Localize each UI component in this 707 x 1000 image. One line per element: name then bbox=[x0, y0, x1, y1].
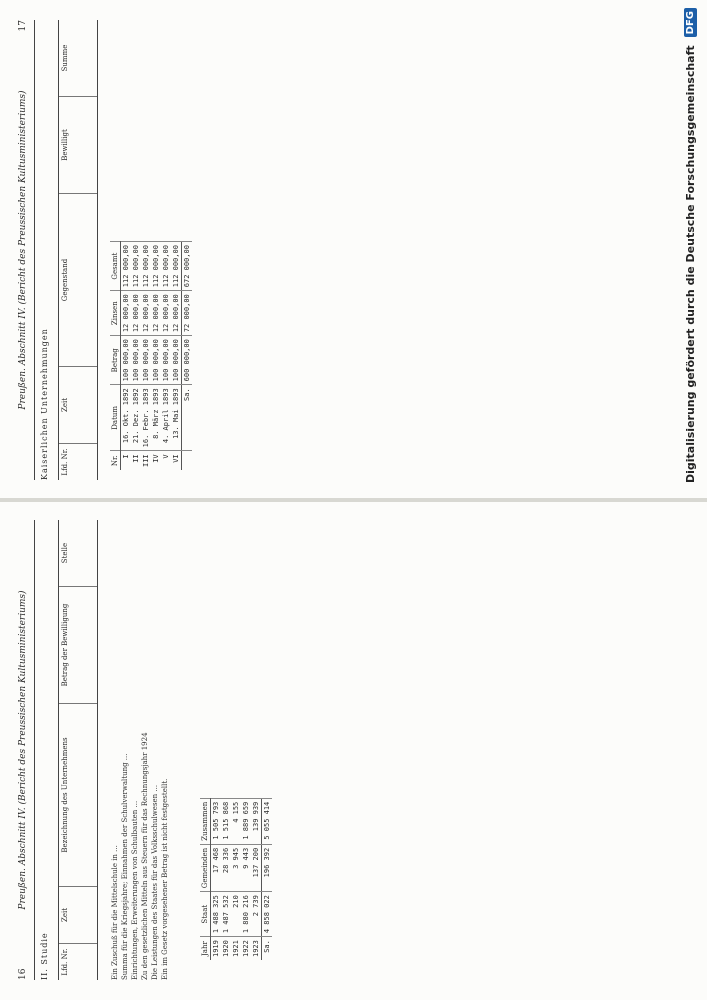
table-cell: 100 000,00 bbox=[151, 336, 161, 385]
left-data-table bbox=[200, 798, 272, 960]
text-line: Zu den gesetzlichen Mitteln aus Steuern für das Rechnungsjahr 1924 bbox=[141, 732, 149, 980]
table-cell: 112 000,00 bbox=[141, 242, 151, 291]
left-page-header bbox=[18, 520, 35, 980]
table-cell: 1923 bbox=[251, 937, 262, 960]
table-cell: 12 000,00 bbox=[121, 291, 132, 336]
right-section-strip: Kaiserlichen Unternehmungen bbox=[40, 328, 49, 480]
right-data-table bbox=[110, 241, 192, 470]
table-cell: 4. April 1893 bbox=[161, 385, 171, 451]
table-cell: 9 443 bbox=[241, 844, 251, 891]
table-row bbox=[171, 242, 182, 470]
table-cell: 1 880 216 bbox=[241, 892, 251, 937]
table-cell: IV bbox=[151, 451, 161, 470]
table-cell: 21. Dez. 1892 bbox=[131, 385, 141, 451]
left-page bbox=[0, 500, 707, 1000]
table-cell: 28 336 bbox=[221, 844, 231, 891]
table-cell: 137 200 bbox=[251, 844, 262, 891]
table-cell: III bbox=[141, 451, 151, 470]
table-cell: 1 487 532 bbox=[221, 892, 231, 937]
table-cell: 210 bbox=[231, 892, 241, 937]
text-line: Die Leistungen des Staates für das Volksschulwesen ... bbox=[151, 784, 159, 980]
table-cell: 100 000,00 bbox=[121, 336, 132, 385]
table-cell: 112 000,00 bbox=[131, 242, 141, 291]
table-cell: 100 000,00 bbox=[171, 336, 182, 385]
text-line: Summa für die Kriegsjahre; Einnahmen der Schulverwaltung ... bbox=[121, 753, 129, 980]
table-row bbox=[231, 798, 241, 960]
column-header: Bezeichnung des Unternehmens bbox=[59, 703, 97, 886]
table-cell: 112 000,00 bbox=[121, 242, 132, 291]
table-total-row bbox=[262, 798, 273, 960]
column-header: Zeit bbox=[59, 366, 97, 443]
table-cell: 4 858 022 bbox=[262, 892, 273, 937]
table-header: Zusammen bbox=[200, 798, 211, 844]
right-page-header bbox=[18, 20, 35, 480]
table-cell: 196 392 bbox=[262, 844, 273, 891]
table-cell: VI bbox=[171, 451, 182, 470]
table-cell: 12 000,00 bbox=[131, 291, 141, 336]
table-header: Betrag bbox=[110, 336, 121, 385]
table-cell: Sa. bbox=[262, 937, 273, 960]
table-cell: 1 505 793 bbox=[211, 798, 222, 844]
table-cell: 112 000,00 bbox=[161, 242, 171, 291]
table-cell: 72 000,00 bbox=[182, 291, 193, 336]
table-header: Nr. bbox=[110, 451, 121, 470]
table-cell: I bbox=[121, 451, 132, 470]
table-header: Gemeinden bbox=[200, 844, 211, 891]
column-header: Bewilligt bbox=[59, 96, 97, 193]
left-column-headers bbox=[58, 520, 98, 980]
table-cell: 100 000,00 bbox=[131, 336, 141, 385]
column-header: Summe bbox=[61, 44, 69, 72]
table-cell: Sa. bbox=[182, 385, 193, 451]
table-cell: 600 000,00 bbox=[182, 336, 193, 385]
table-row bbox=[161, 242, 171, 470]
table-cell: 16. Okt. 1892 bbox=[121, 385, 132, 451]
table-total-row bbox=[182, 242, 193, 470]
table-cell: 12 000,00 bbox=[151, 291, 161, 336]
table-cell: 2 739 bbox=[251, 892, 262, 937]
table-cell: V bbox=[161, 451, 171, 470]
table-cell: 1 488 325 bbox=[211, 892, 222, 937]
table-header: Zinsen bbox=[110, 291, 121, 336]
table-header: Datum bbox=[110, 385, 121, 451]
digitization-footer bbox=[678, 0, 702, 1000]
text-line: Einrichtungen, Erweiterungen von Schulbauten ... bbox=[131, 800, 139, 980]
text-line: Ein im Gesetz vorgesehener Betrag ist nicht festgestellt. bbox=[161, 778, 169, 980]
table-cell: 100 000,00 bbox=[161, 336, 171, 385]
table-row bbox=[211, 798, 222, 960]
table-header: Staat bbox=[200, 892, 211, 937]
table-row bbox=[251, 798, 262, 960]
table-cell: 1 515 868 bbox=[221, 798, 231, 844]
table-cell: 100 000,00 bbox=[141, 336, 151, 385]
right-column-headers bbox=[58, 20, 98, 480]
table-header: Gesamt bbox=[110, 242, 121, 291]
table-cell: 1919 bbox=[211, 937, 222, 960]
table-cell: 112 000,00 bbox=[171, 242, 182, 291]
column-header: Stelle bbox=[61, 542, 69, 564]
right-page-title: Preußen. Abschnitt IV. (Bericht des Preussischen Kultusministeriums) bbox=[18, 90, 28, 410]
right-page-number: 17 bbox=[18, 20, 28, 32]
column-header: Betrag der Bewilligung bbox=[59, 586, 97, 703]
column-header: Zeit bbox=[59, 886, 97, 943]
table-cell: 3 945 bbox=[231, 844, 241, 891]
table-cell: 5 055 414 bbox=[262, 798, 273, 844]
left-section-strip: II. Studie bbox=[40, 932, 49, 980]
left-page-number: 16 bbox=[18, 968, 28, 980]
table-cell: 8. März 1893 bbox=[151, 385, 161, 451]
table-cell: 1922 bbox=[241, 937, 251, 960]
table-cell: 1 889 659 bbox=[241, 798, 251, 844]
table-cell bbox=[182, 451, 193, 470]
text-line: Ein Zuschuß für die Mittelschule in ... bbox=[111, 845, 119, 980]
table-cell: 4 155 bbox=[231, 798, 241, 844]
table-cell: 12 000,00 bbox=[141, 291, 151, 336]
table-row bbox=[151, 242, 161, 470]
table-cell: 139 939 bbox=[251, 798, 262, 844]
table-cell: 13. Mai 1893 bbox=[171, 385, 182, 451]
table-row bbox=[131, 242, 141, 470]
table-cell: 12 000,00 bbox=[171, 291, 182, 336]
table-cell: 1920 bbox=[221, 937, 231, 960]
table-cell: 17 468 bbox=[211, 844, 222, 891]
table-cell: 1921 bbox=[231, 937, 241, 960]
table-cell: 672 000,00 bbox=[182, 242, 193, 291]
left-page-title: Preußen. Abschnitt IV. (Bericht des Preussischen Kultusministeriums) bbox=[18, 590, 28, 910]
table-cell: 112 000,00 bbox=[151, 242, 161, 291]
column-header: Lfd. Nr. bbox=[59, 943, 97, 980]
column-header: Lfd. Nr. bbox=[59, 443, 97, 480]
table-cell: 12 000,00 bbox=[161, 291, 171, 336]
table-row bbox=[241, 798, 251, 960]
table-row bbox=[221, 798, 231, 960]
left-text-block bbox=[110, 530, 170, 980]
table-cell: 16. Febr. 1893 bbox=[141, 385, 151, 451]
dfg-logo: DFG bbox=[684, 8, 697, 37]
table-cell: II bbox=[131, 451, 141, 470]
column-header: Gegenstand bbox=[59, 193, 97, 366]
table-row bbox=[141, 242, 151, 470]
table-header: Jahr bbox=[200, 937, 211, 960]
table-row bbox=[121, 242, 132, 470]
footer-credit-text: Digitalisierung gefördert durch die Deutsche Forschungsgemeinschaft bbox=[683, 45, 697, 484]
